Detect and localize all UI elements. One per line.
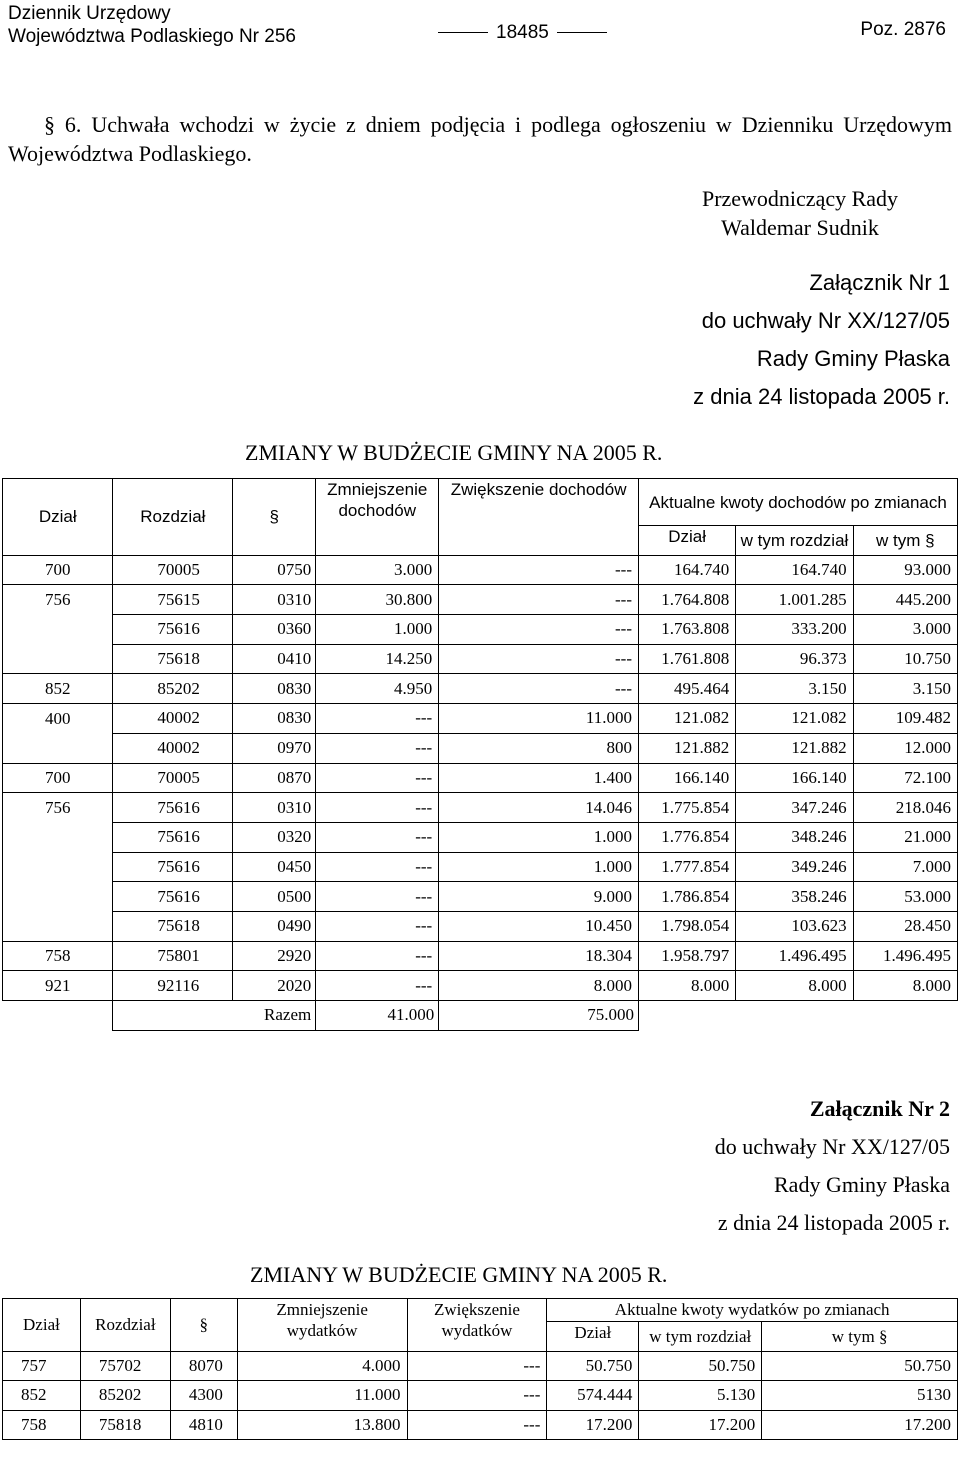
table-row	[3, 882, 958, 912]
table-cell: ---	[439, 555, 639, 585]
table-cell: 1.761.808	[639, 644, 736, 674]
table-cell: 0870	[233, 763, 316, 793]
table-cell: 17.200	[639, 1410, 762, 1440]
table-row	[3, 793, 958, 823]
table-cell: 75818	[80, 1410, 170, 1440]
attachment2-header	[715, 1090, 950, 1242]
table-cell: 12.000	[853, 733, 957, 763]
table-cell: 121.082	[736, 704, 853, 734]
table-row	[3, 615, 958, 645]
journal-subtitle: Województwa Podlaskiego Nr 256	[8, 26, 296, 47]
table-cell: 109.482	[853, 704, 957, 734]
attachment2-title: Załącznik Nr 2	[809, 1096, 950, 1121]
table-cell: 1.496.495	[736, 941, 853, 971]
signature-name: Waldemar Sudnik	[721, 215, 879, 240]
table-row	[3, 822, 958, 852]
table-cell: 8.000	[439, 971, 639, 1001]
dash-left	[438, 32, 488, 33]
table-cell: ---	[316, 882, 439, 912]
table-cell: 17.200	[762, 1410, 958, 1440]
closing-paragraph	[8, 110, 952, 168]
table-cell: ---	[316, 911, 439, 941]
table-cell: 0310	[233, 585, 316, 615]
table-cell: 75616	[113, 882, 233, 912]
table-cell: 758	[3, 1410, 81, 1440]
table-cell: 75618	[113, 911, 233, 941]
attachment1-header	[693, 264, 950, 416]
table-cell: 1.000	[439, 822, 639, 852]
attachment1-line1: do uchwały Nr XX/127/05	[701, 308, 950, 333]
col-dzial: Dział	[3, 479, 113, 556]
table-cell: 96.373	[736, 644, 853, 674]
table-row	[3, 911, 958, 941]
table-cell: 358.246	[736, 882, 853, 912]
journal-title: Dziennik Urzędowy	[8, 3, 171, 24]
table-cell: 8.000	[853, 971, 957, 1001]
signature-role: Przewodniczący Rady	[701, 186, 899, 211]
table-cell: ---	[407, 1410, 547, 1440]
table-cell: 75616	[113, 793, 233, 823]
table-cell: ---	[407, 1351, 547, 1381]
table-cell: ---	[316, 941, 439, 971]
table-cell: 0830	[233, 674, 316, 704]
table-row	[3, 941, 958, 971]
table-row	[3, 704, 958, 734]
table-cell: 574.444	[547, 1381, 639, 1411]
table-cell: 5.130	[639, 1381, 762, 1411]
table-cell: ---	[316, 793, 439, 823]
paragraph-text: § 6. Uchwała wchodzi w życie z dniem podjęcia i podlega ogłoszeniu w Dzienniku Urzędowym Województwa Podlaskiego.	[8, 112, 952, 166]
col-zwiekszenie: Zwiększenie dochodów	[439, 479, 639, 556]
table-cell: 75702	[80, 1351, 170, 1381]
table-cell: 21.000	[853, 822, 957, 852]
table-cell: 72.100	[853, 763, 957, 793]
table-cell: 166.140	[736, 763, 853, 793]
table-cell: 85202	[80, 1381, 170, 1411]
table-cell	[3, 615, 113, 645]
table-cell: 333.200	[736, 615, 853, 645]
table-cell: 11.000	[237, 1381, 407, 1411]
table-cell: 75618	[113, 644, 233, 674]
table-cell: 28.450	[853, 911, 957, 941]
table-cell: 40002	[113, 733, 233, 763]
table-cell	[3, 733, 113, 763]
table-cell: 852	[3, 674, 113, 704]
table-cell: 0750	[233, 555, 316, 585]
table-cell: ---	[439, 644, 639, 674]
col-rozdzial: Rozdział	[113, 479, 233, 556]
table-cell: 13.800	[237, 1410, 407, 1440]
signature-block	[650, 184, 950, 242]
table-cell: 85202	[113, 674, 233, 704]
table-cell: 1.775.854	[639, 793, 736, 823]
table-cell: 121.082	[639, 704, 736, 734]
table-cell: ---	[316, 822, 439, 852]
position-number: Poz. 2876	[860, 19, 946, 40]
table-cell: 2020	[233, 971, 316, 1001]
expense-changes-table	[2, 1298, 958, 1440]
table-row	[3, 971, 958, 1001]
table-cell: ---	[316, 971, 439, 1001]
table-cell: 0450	[233, 852, 316, 882]
table-cell: 10.450	[439, 911, 639, 941]
table-cell: 121.882	[736, 733, 853, 763]
income-changes-table	[2, 478, 958, 1031]
table-cell: 166.140	[639, 763, 736, 793]
table-cell: 14.046	[439, 793, 639, 823]
attachment1-heading: ZMIANY W BUDŻECIE GMINY NA 2005 R.	[245, 440, 663, 465]
col-aktualne: Aktualne kwoty dochodów po zmianach	[639, 479, 958, 526]
attachment2-line2: Rady Gminy Płaska	[774, 1172, 950, 1197]
table-cell: 1.001.285	[736, 585, 853, 615]
table-cell: 70005	[113, 555, 233, 585]
table-cell: 4.000	[237, 1351, 407, 1381]
col2-rozdzial: Rozdział	[80, 1299, 170, 1352]
col2-sub-rozdzial: w tym rozdział	[639, 1322, 762, 1352]
table-cell: 3.000	[853, 615, 957, 645]
col-sub-rozdzial: w tym rozdział	[736, 526, 853, 556]
table-cell: 1.000	[439, 852, 639, 882]
journal-header	[8, 2, 296, 48]
table-cell: 218.046	[853, 793, 957, 823]
col2-paragraf: §	[170, 1299, 237, 1352]
table-cell: 2920	[233, 941, 316, 971]
table-row	[3, 763, 958, 793]
table-row	[3, 1381, 958, 1411]
table-cell: ---	[316, 852, 439, 882]
table-cell: 756	[3, 793, 113, 823]
col2-dzial: Dział	[3, 1299, 81, 1352]
table-cell: 0360	[233, 615, 316, 645]
table-cell: 53.000	[853, 882, 957, 912]
table-cell: 0500	[233, 882, 316, 912]
table-cell: 7.000	[853, 852, 957, 882]
table-cell: 50.750	[639, 1351, 762, 1381]
table-row	[3, 674, 958, 704]
table-cell: 11.000	[439, 704, 639, 734]
table-cell: 92116	[113, 971, 233, 1001]
table-row	[3, 1351, 958, 1381]
table-cell: 348.246	[736, 822, 853, 852]
table-cell: 75616	[113, 822, 233, 852]
table-cell: 93.000	[853, 555, 957, 585]
table-cell: 700	[3, 555, 113, 585]
attachment1-line2: Rady Gminy Płaska	[756, 346, 950, 371]
page-number	[430, 22, 615, 44]
table-row	[3, 733, 958, 763]
table-cell: 1.400	[439, 763, 639, 793]
attachment2-heading: ZMIANY W BUDŻECIE GMINY NA 2005 R.	[250, 1262, 668, 1287]
table-cell: 0320	[233, 822, 316, 852]
table-cell: 50.750	[547, 1351, 639, 1381]
table-cell	[3, 911, 113, 941]
total-zwiekszenie: 75.000	[439, 1001, 639, 1031]
table-cell: 347.246	[736, 793, 853, 823]
page-number-text: 18485	[496, 22, 549, 43]
table-cell: 445.200	[853, 585, 957, 615]
table-cell: 4.950	[316, 674, 439, 704]
attachment2-line1: do uchwały Nr XX/127/05	[714, 1134, 950, 1159]
table-cell: 1.958.797	[639, 941, 736, 971]
col2-aktualne: Aktualne kwoty wydatków po zmianach	[547, 1299, 958, 1322]
table-cell: 700	[3, 763, 113, 793]
table-cell: 8.000	[736, 971, 853, 1001]
table-cell: 75615	[113, 585, 233, 615]
dash-right	[557, 32, 607, 33]
table-cell: 1.786.854	[639, 882, 736, 912]
col2-sub-dzial: Dział	[547, 1322, 639, 1352]
table-cell: 164.740	[639, 555, 736, 585]
table-cell: 70005	[113, 763, 233, 793]
table-cell: 30.800	[316, 585, 439, 615]
table-cell: ---	[407, 1381, 547, 1411]
table-cell: 4810	[170, 1410, 237, 1440]
table-cell: 3.000	[316, 555, 439, 585]
col2-sub-paragraf: w tym §	[762, 1322, 958, 1352]
table-cell: 103.623	[736, 911, 853, 941]
table-cell: 50.750	[762, 1351, 958, 1381]
table-cell: 3.150	[853, 674, 957, 704]
table-cell: 9.000	[439, 882, 639, 912]
table-cell: 8.000	[639, 971, 736, 1001]
table-cell: 17.200	[547, 1410, 639, 1440]
table-row	[3, 555, 958, 585]
table-cell: 757	[3, 1351, 81, 1381]
table-cell	[3, 644, 113, 674]
table-cell: 1.763.808	[639, 615, 736, 645]
table-cell: 75616	[113, 615, 233, 645]
table-cell	[3, 822, 113, 852]
table-row	[3, 852, 958, 882]
table-cell: 1.496.495	[853, 941, 957, 971]
table-cell: 349.246	[736, 852, 853, 882]
col-sub-dzial: Dział	[639, 526, 736, 556]
table-cell: 10.750	[853, 644, 957, 674]
table-cell: 0310	[233, 793, 316, 823]
total-zmniejszenie: 41.000	[316, 1001, 439, 1031]
table-cell: 495.464	[639, 674, 736, 704]
table-cell: 1.776.854	[639, 822, 736, 852]
col-sub-paragraf: w tym §	[853, 526, 957, 556]
col-paragraf: §	[233, 479, 316, 556]
table-cell: 0830	[233, 704, 316, 734]
table-cell: 0410	[233, 644, 316, 674]
table-cell: 8070	[170, 1351, 237, 1381]
table-row	[3, 585, 958, 615]
table-cell: 1.000	[316, 615, 439, 645]
table-cell: 40002	[113, 704, 233, 734]
table-cell: 0970	[233, 733, 316, 763]
attachment1-line3: z dnia 24 listopada 2005 r.	[693, 384, 950, 409]
table-cell: 921	[3, 971, 113, 1001]
table-cell: 400	[3, 704, 113, 734]
attachment1-title: Załącznik Nr 1	[809, 270, 950, 295]
table-cell: 0490	[233, 911, 316, 941]
table-cell	[3, 852, 113, 882]
table-cell	[3, 882, 113, 912]
table-cell: 14.250	[316, 644, 439, 674]
table-row	[3, 1410, 958, 1440]
table-cell: 756	[3, 585, 113, 615]
table-cell: 852	[3, 1381, 81, 1411]
table-cell: 5130	[762, 1381, 958, 1411]
table-cell: 1.798.054	[639, 911, 736, 941]
table-cell: ---	[439, 615, 639, 645]
table-cell: 758	[3, 941, 113, 971]
col-zmniejszenie: Zmniejszenie dochodów	[316, 479, 439, 556]
table-cell: 1.764.808	[639, 585, 736, 615]
col2-zmniejszenie: Zmniejszenie wydatków	[237, 1299, 407, 1352]
table-cell: 1.777.854	[639, 852, 736, 882]
table-cell: 800	[439, 733, 639, 763]
table-row	[3, 644, 958, 674]
table-cell: 4300	[170, 1381, 237, 1411]
total-row	[3, 1001, 958, 1031]
table-cell: ---	[316, 704, 439, 734]
total-label: Razem	[113, 1001, 316, 1031]
table-cell: ---	[439, 585, 639, 615]
table-cell: ---	[316, 763, 439, 793]
attachment2-line3: z dnia 24 listopada 2005 r.	[717, 1210, 950, 1235]
table-cell: 75801	[113, 941, 233, 971]
table-cell: 18.304	[439, 941, 639, 971]
table-cell: 75616	[113, 852, 233, 882]
table-cell: 3.150	[736, 674, 853, 704]
table-cell: 121.882	[639, 733, 736, 763]
col2-zwiekszenie: Zwiększenie wydatków	[407, 1299, 547, 1352]
table-cell: 164.740	[736, 555, 853, 585]
table-cell: ---	[439, 674, 639, 704]
table-cell: ---	[316, 733, 439, 763]
